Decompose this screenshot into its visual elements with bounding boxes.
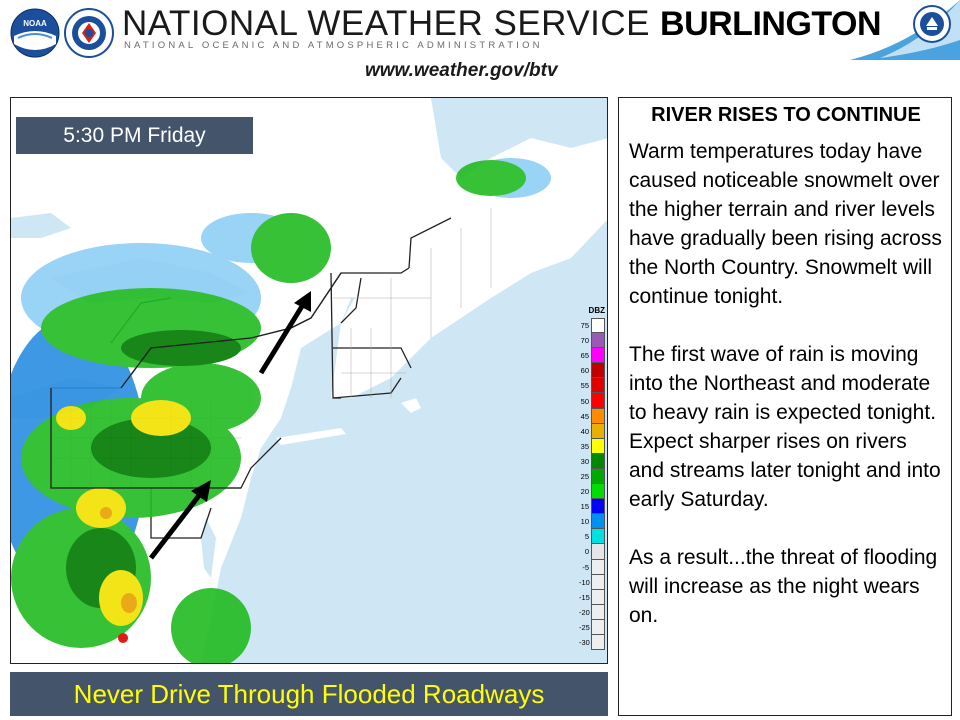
dbz-legend-value: -25	[579, 622, 590, 632]
dbz-legend-entry	[579, 575, 605, 590]
dbz-legend-value: 30	[580, 456, 589, 466]
agency-subtitle: NATIONAL OCEANIC AND ATMOSPHERIC ADMINISTRATION	[124, 40, 543, 51]
dbz-legend-value: 45	[580, 411, 589, 421]
radar-timestamp: 5:30 PM Friday	[16, 117, 253, 154]
radar-map	[10, 97, 608, 664]
dbz-legend-swatch	[591, 333, 605, 348]
dbz-legend-swatch	[591, 393, 605, 408]
dbz-legend-value: 25	[580, 471, 589, 481]
dbz-legend-value: 70	[580, 336, 589, 346]
dbz-legend-entry	[579, 605, 605, 620]
dbz-legend-value: 50	[580, 396, 589, 406]
dbz-legend-value: 20	[580, 487, 589, 497]
forecast-paragraph: Warm temperatures today have caused noticeable snowmelt over the higher terrain and river levels have gradually been rising across the North Country. Snowmelt will continue tonight.	[629, 140, 942, 308]
dbz-legend-entry	[579, 363, 605, 378]
dbz-legend-entry	[579, 393, 605, 408]
dbz-legend-entry	[579, 620, 605, 635]
dbz-legend-swatch	[591, 635, 605, 650]
dbz-legend-value: 5	[584, 532, 589, 542]
dbz-legend-entry	[579, 439, 605, 454]
header	[0, 0, 960, 92]
forecast-text-panel	[618, 97, 952, 716]
dbz-legend-value: -20	[579, 607, 590, 617]
dbz-legend-entry	[579, 544, 605, 559]
dbz-legend-swatch	[591, 378, 605, 393]
dbz-legend-swatch	[591, 605, 605, 620]
cape-cod	[401, 398, 421, 413]
dbz-legend-value: 35	[580, 441, 589, 451]
dbz-legend-value: 40	[580, 426, 589, 436]
dbz-legend-value: -30	[579, 638, 590, 648]
dbz-legend-swatch	[591, 484, 605, 499]
dbz-legend-entry	[579, 378, 605, 393]
dbz-legend-value: -5	[582, 562, 589, 572]
long-island	[276, 428, 346, 445]
commerce-dept-logo-icon	[912, 4, 952, 44]
dbz-legend-title: DBZ	[588, 306, 605, 315]
dbz-legend-entry	[579, 560, 605, 575]
dbz-legend-entry	[579, 499, 605, 514]
dbz-legend-value: 15	[580, 502, 589, 512]
dbz-legend-entry	[579, 454, 605, 469]
dbz-legend-swatch	[591, 529, 605, 544]
radar-map-graphic	[11, 98, 608, 664]
dbz-legend-entry	[579, 635, 605, 650]
dbz-legend-entry	[579, 484, 605, 499]
dbz-legend	[579, 306, 605, 650]
dbz-legend-value: 60	[580, 366, 589, 376]
office-name: BURLINGTON	[660, 5, 882, 43]
nws-logo-icon	[64, 8, 114, 58]
dbz-legend-entry	[579, 318, 605, 333]
dbz-legend-entry	[579, 333, 605, 348]
agency-title	[122, 4, 881, 44]
dbz-legend-entry	[579, 469, 605, 484]
safety-banner: Never Drive Through Flooded Roadways	[10, 672, 608, 716]
dbz-legend-swatch	[591, 454, 605, 469]
dbz-legend-entry	[579, 348, 605, 363]
forecast-paragraph: The first wave of rain is moving into the Northeast and moderate to heavy rain is expected tonight. Expect sharper rises on rivers and streams later tonight and into early Saturday.	[629, 343, 941, 511]
dbz-legend-value: 75	[580, 321, 589, 331]
forecast-headline: RIVER RISES TO CONTINUE	[651, 104, 921, 126]
dbz-legend-swatch	[591, 318, 605, 333]
dbz-legend-entry	[579, 590, 605, 605]
dbz-legend-swatch	[591, 499, 605, 514]
dbz-legend-swatch	[591, 469, 605, 484]
dbz-legend-swatch	[591, 514, 605, 529]
noaa-logo-icon	[10, 8, 60, 58]
forecast-paragraph: As a result...the threat of flooding will increase as the night wears on.	[629, 546, 938, 627]
dbz-legend-swatch	[591, 409, 605, 424]
dbz-legend-value: -10	[579, 577, 590, 587]
dbz-legend-entry	[579, 424, 605, 439]
dbz-legend-value: 0	[584, 547, 589, 557]
dbz-legend-swatch	[591, 575, 605, 590]
dbz-legend-swatch	[591, 620, 605, 635]
dbz-legend-entry	[579, 514, 605, 529]
dbz-legend-swatch	[591, 424, 605, 439]
dbz-legend-swatch	[591, 363, 605, 378]
dbz-legend-value: 10	[580, 517, 589, 527]
dbz-legend-entry	[579, 409, 605, 424]
dbz-legend-swatch	[591, 590, 605, 605]
agency-name: NATIONAL WEATHER SERVICE	[122, 4, 651, 43]
dbz-legend-swatch	[591, 439, 605, 454]
dbz-legend-swatch	[591, 544, 605, 559]
dbz-legend-rows	[579, 318, 605, 650]
dbz-legend-swatch	[591, 348, 605, 363]
svg-text:NOAA: NOAA	[23, 19, 47, 28]
dbz-legend-value: 65	[580, 351, 589, 361]
dbz-legend-swatch	[591, 560, 605, 575]
dbz-legend-entry	[579, 529, 605, 544]
office-url[interactable]: www.weather.gov/btv	[365, 60, 558, 81]
dbz-legend-value: -15	[579, 592, 590, 602]
dbz-legend-value: 55	[580, 381, 589, 391]
